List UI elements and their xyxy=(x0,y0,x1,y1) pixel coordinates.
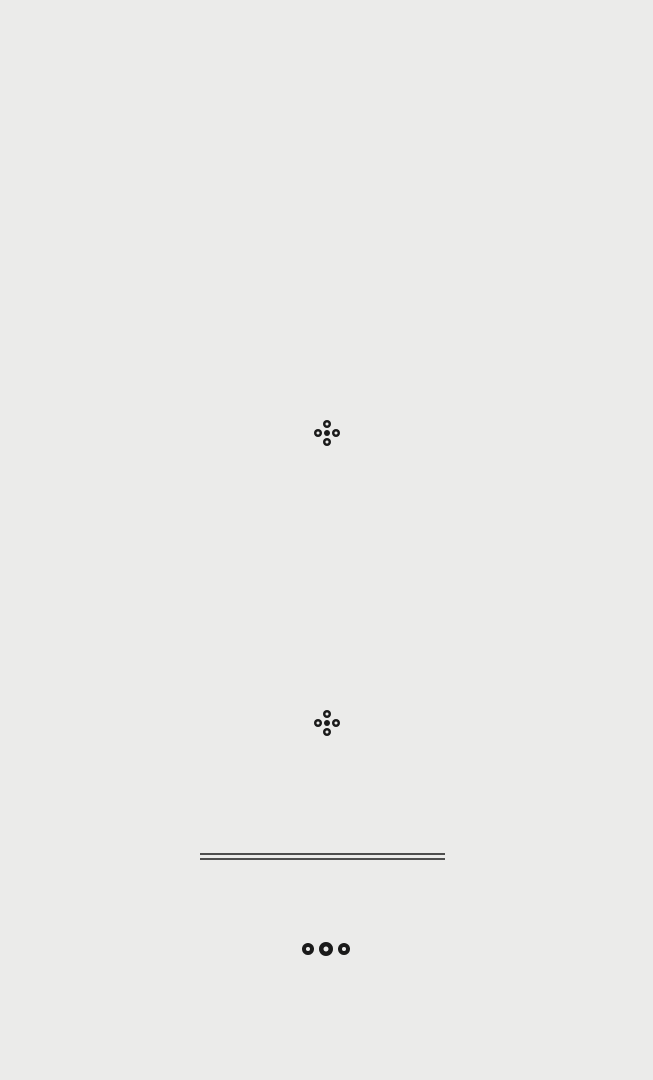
border-right-ornament xyxy=(615,97,637,990)
flower-divider-icon xyxy=(312,418,342,448)
border-bottom-ornament xyxy=(44,968,637,990)
border-left-ornament xyxy=(44,97,66,990)
title-box xyxy=(158,172,518,238)
flower-divider-icon xyxy=(312,708,342,738)
bottom-flower-ornament-icon xyxy=(300,937,352,961)
double-rule xyxy=(200,852,445,861)
border-top-ornament xyxy=(44,97,637,119)
